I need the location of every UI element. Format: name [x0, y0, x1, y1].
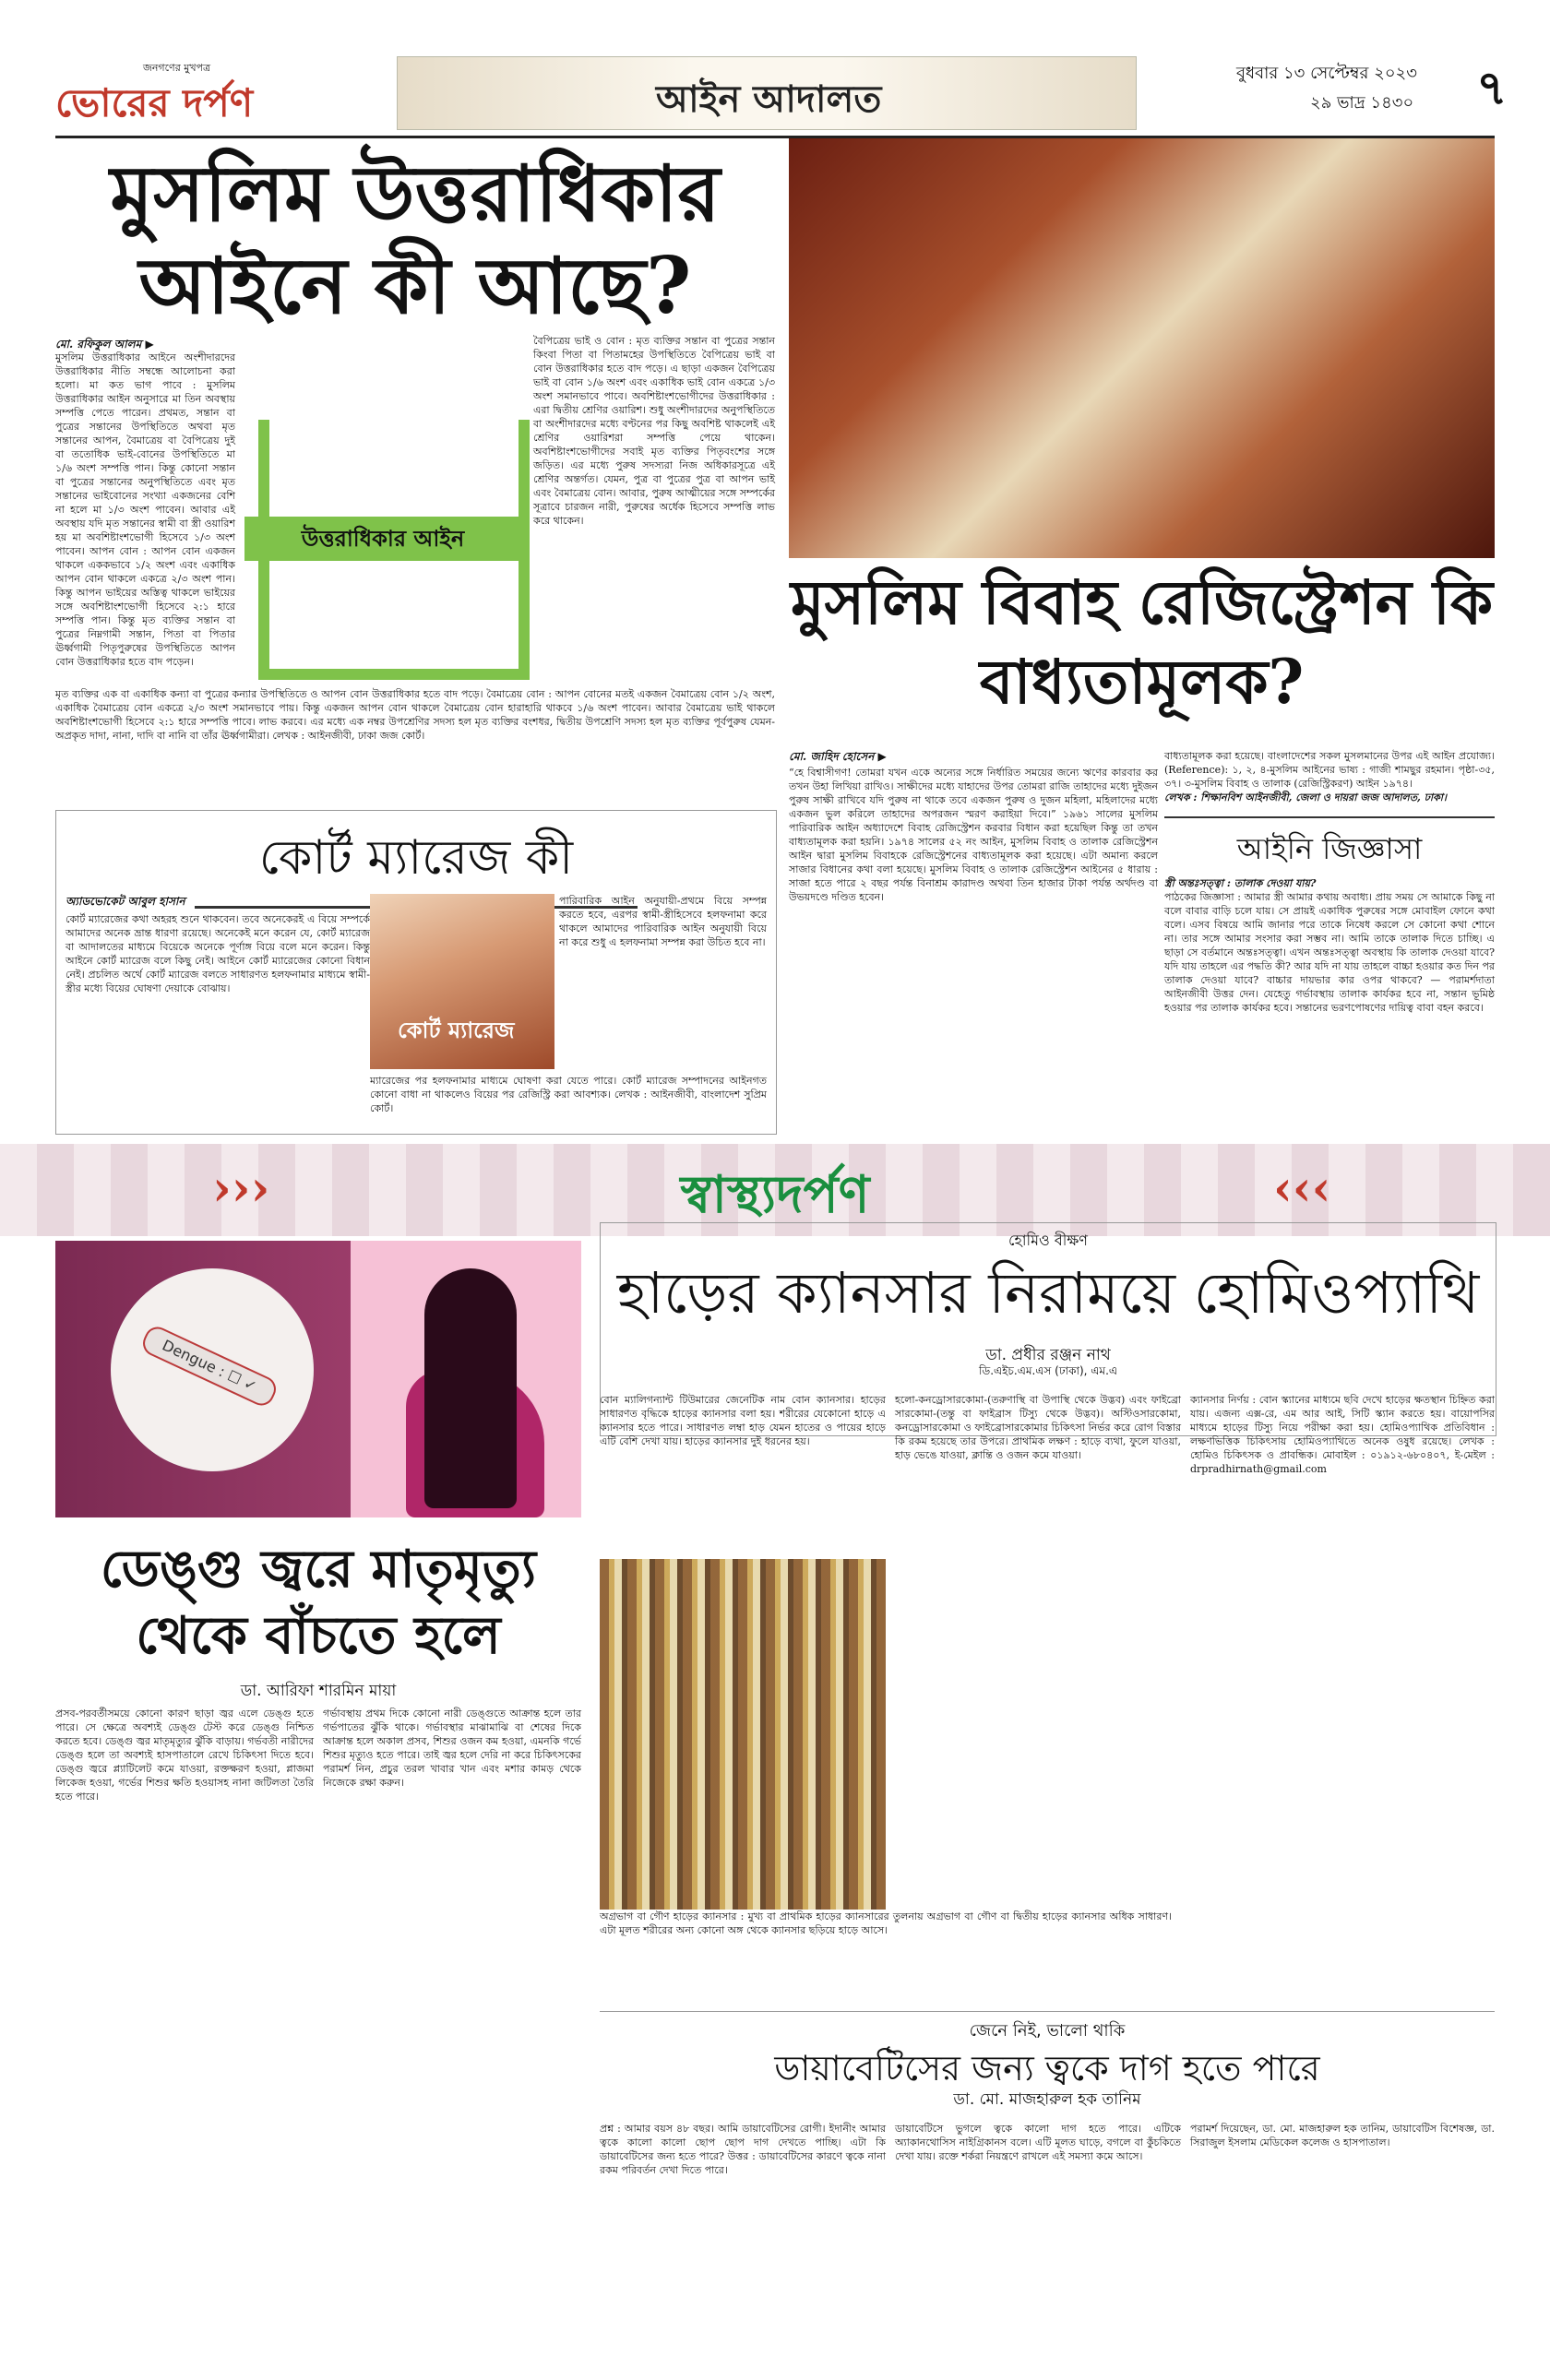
- article2-byline: মো. জাহিদ হোসেন ▶: [789, 750, 887, 763]
- wedding-signature-photo: [789, 138, 1495, 558]
- court-marriage-article: [55, 810, 777, 1135]
- homeopathy-column-2: হলো-কনড্রোসারকোমা-(তরুণাস্থি বা উপাস্থি থেকে উদ্ভব) এবং ফাইব্রো সারকোমা-(তন্তু বা ফাইব্রাস টিস্যু থেকে উদ্ভব)। অস্টিওসারকোমা, কনড্রোসারকোমা ও ফাইব্রোসারকোমার চিকিৎসা নির্ভর করে রোগ বিস্তার কি রকম হয়েছে তার উপরে। প্রাথমিক লক্ষণ : হাড়ে ব্যথা, ফুলে যাওয়া, হাড় ভেঙে যাওয়া, ক্লান্তি ও ওজন কমে যাওয়া।: [895, 1394, 1181, 1461]
- court-marriage-column-2: পারিবারিক আইন অনুযায়ী-প্রথমে বিয়ে সম্পন্ন করতে হবে, এরপর স্বামী-স্ত্রীহিসেবে হলফনামা করে থাকলে আমাদের পারিবারিক আইন অনুযায়ী বিয়ে না করে শুধু এ হলফনামা সম্পন্ন করা উচিত হবে না।: [559, 895, 767, 948]
- legal-qa-text: পাঠকের জিজ্ঞাসা : আমার স্ত্রী আমার কথায় অবাধ্য। প্রায় সময় সে আমাকে কিছু না বলে বাবার বাড়ি চলে যায়। সে প্রায়ই একাধিক পুরুষের সঙ্গে মোবাইল ফোনে কথা বলে। এসব বিষয়ে আমি জানার পরে তাকে নিষেধ করলে সে কোনো কথা শোনে না। তার সঙ্গে আমার সংসার করা সম্ভব না। আমি তাকে তালাক দিতে চাচ্ছি। এ ছাড়া সে বর্তমানে অন্তঃসত্ত্বা। এখন অন্তঃসত্ত্বা অবস্থায় কি তালাক দেওয়া যাবে? যদি যায় তাহলে এর পদ্ধতি কী? আর যদি না যায় তাহলে বাচ্চা হওয়ার কত দিন পর তালাক দেওয়া যাবে? বাচ্চার দায়ভার কার ওপর থাকবে? — পরামর্শদাতা আইনজীবী উত্তর দেন। যেহেতু গর্ভাবস্থায় তালাক কার্যকর হবে না, সন্তান ভূমিষ্ঠ হওয়ার পর তালাক কার্যকর হবে। সন্তানের ভরণপোষণের দায়িত্ব বাবা বহন করবে।: [1164, 891, 1495, 1014]
- dengue-column-2: গর্ভাবস্থায় প্রথম দিকে কোনো নারী ডেঙ্গুতে আক্রান্ত হলে তার গর্ভপাতের ঝুঁকি থাকে। গর্ভাবস্থার মাঝামাঝি বা শেষের দিকে আক্রান্ত হলে অকাল প্রসব, শিশুর ওজন কম হওয়া, এমনকি গর্ভে শিশুর মৃত্যুও হতে পারে। তাই জ্বর হলে দেরি না করে চিকিৎসকের পরামর্শ নিন, প্রচুর তরল খাবার খান এবং মশার কামড় থেকে নিজেকে রক্ষা করুন।: [323, 1708, 581, 1789]
- paper-tagline: জনগণের মুখপত্র: [143, 62, 211, 74]
- homeopathy-author: ডা. প্রধীর রঞ্জন নাথ: [985, 1346, 1111, 1364]
- legal-qa-title: আইনি জিজ্ঞাসা: [1236, 831, 1423, 866]
- diabetes-author: ডা. মো. মাজহারুল হক তানিম: [953, 2090, 1141, 2109]
- legal-qa-header: [1164, 816, 1495, 869]
- homeopathy-bottom-text: অগ্রভাগ বা গৌণ হাড়ের ক্যানসার : মুখ্য বা প্রাথমিক হাড়ের ক্যানসারের তুলনায় অগ্রভাগ বা গৌণ বা দ্বিতীয় হাড়ের ক্যানসার অধিক সাধারণ। এটা মূলত শরীরের অন্য কোনো অঙ্গ থেকে ক্যানসার ছড়িয়ে হাড়ে আসে।: [600, 1910, 1172, 1936]
- article2-column-1: “হে বিশ্বাসীগণ! তোমরা যখন একে অন্যের সঙ্গে নির্ধারিত সময়ের জন্যে ঋণের কারবার কর তখন উহা লিখিয়া রাখিও। সাক্ষীদের মধ্যে যাহাদের উপর তোমরা রাজি তাহাদের মধ্যে দুইজন পুরুষ সাক্ষী রাখিবে যদি পুরুষ না থাকে তবে একজন পুরুষ ও দুজন মহিলা, মহিলাদের মধ্যে একজন ভুল করিলে তাহাদের অপরজন স্মরণ করাইয়া দিবে।” ১৯৬১ সালের মুসলিম পারিবারিক আইন অধ্যাদেশে বিবাহ রেজিস্ট্রেশন করবার বিধান করা হয়েছিল কিন্তু তা তখন বাধ্যতামূলক করা হয়নি। ১৯৭৪ সালের ৫২ নং আইন, মুসলিম বিবাহ ও তালাক রেজিস্ট্রেশন আইন দ্বারা মুসলিম বিবাহকে রেজিস্ট্রেশনের বাধ্যতামূলক করা হয়েছে। এটা অমান্য করলে সাজার বিধানের কথা বলা হয়েছে। মুসলিম বিবাহ ও তালাক রেজিস্ট্রেশন আইনের ৫ ধারায় : সাজা হতে পারে ২ বছর পর্যন্ত বিনাশ্রম কারাদণ্ড অথবা তিন হাজার টাকা পর্যন্ত অর্থদণ্ড বা উভয়দণ্ডে দণ্ডিত হবেন।: [789, 767, 1158, 903]
- court-marriage-column-1: কোর্ট ম্যারেজের কথা অহরহ শুনে থাকবেন। তবে অনেকেরই এ বিয়ে সম্পর্কে আমাদের অনেক ভ্রান্ত ধারণা রয়েছে। অনেকেই মনে করেন যে, কোর্ট ম্যারেজ বা আদালতের মাধ্যমে বিয়েকে অনেকে পূর্ণাঙ্গ বিয়ে বলে মনে করেন। কিন্তু আইনে কোর্ট ম্যারেজ বলে কিছু নেই। আইনে কোর্ট ম্যারেজের কোনো বিধান নেই। প্রচলিত অর্থে কোর্ট ম্যারেজ বলতে সাধারণত হলফনামার মাধ্যমে স্বামী-স্ত্রীর মধ্যে বিয়ের ঘোষণা দেয়াকে বোঝায়।: [66, 913, 370, 994]
- dengue-test-tube: Dengue : ☐ ✓: [138, 1323, 280, 1410]
- homeopathy-column-1: বোন ম্যালিগন্যান্ট টিউমারের জেনেটিক নাম বোন ক্যানসার। হাড়ের সাধারণত বৃদ্ধিকে হাড়ের ক্যানসার বলা হয়। শরীরের যেকোনো হাড়ে এ ক্যানসার হতে পারে। সাধারণত লম্বা হাড় যেমন হাতের ও পায়ের হাড়ে এটি বেশি দেখা যায়। হাড়ের ক্যানসার দুই ধরনের হয়।: [600, 1394, 886, 1447]
- inheritance-law-label: উত্তরাধিকার আইন: [244, 517, 521, 561]
- legal-qa-body: [1164, 876, 1495, 1015]
- page-number: ৭: [1476, 60, 1508, 116]
- diabetes-article-header: [600, 2011, 1495, 2113]
- chevron-right-icon: ›››: [212, 1160, 270, 1217]
- diabetes-title: ডায়াবেটিসের জন্য ত্বকে দাগ হতে পারে: [774, 2048, 1320, 2088]
- medicine-bottles-photo: [600, 1559, 886, 1910]
- date-gregorian: বুধবার ১৩ সেপ্টেম্বর ২০২৩: [1236, 64, 1417, 83]
- dengue-column-1: প্রসব-পরবর্তীসময়ে কোনো কারণ ছাড়া জ্বর এলে ডেঙ্গু হতে পারে। সে ক্ষেত্রে অবশ্যই ডেঙ্গু টেস্ট করে ডেঙ্গু নিশ্চিত করতে হবে। ডেঙ্গু জ্বর মাতৃমৃত্যুর ঝুঁকি বাড়ায়। গর্ভবতী নারীদের ডেঙ্গু হলে তা অবশ্যই হাসপাতালে রেখে চিকিৎসা দিতে হবে। ডেঙ্গু জ্বরে প্ল্যাটিলেট কমে যাওয়া, রক্তক্ষরণ হওয়া, প্লাজমা লিকেজ হওয়া, গর্ভের শিশুর ক্ষতি হওয়াসহ নানা জটিলতা তৈরি হতে পারে।: [55, 1708, 314, 1803]
- court-marriage-photo-label: কোর্ট ম্যারেজ: [398, 1017, 515, 1043]
- legal-qa-question: স্ত্রী অন্তঃসত্ত্বা : তালাক দেওয়া যায়?: [1164, 877, 1317, 889]
- paper-logo: [55, 60, 332, 129]
- chevron-left-icon: ‹‹‹: [1273, 1160, 1331, 1217]
- article1-column-1: মুসলিম উত্তরাধিকার আইনে অংশীদারদের উত্তরাধিকার নীতি সম্বন্ধে আলোচনা করা হলো। মা কত ভাগ পাবে : মুসলিম উত্তরাধিকার আইন অনুসারে মা তিন অবস্থায় সম্পত্তি পেতে পারেন। প্রথমত, সন্তান বা পুত্রের সন্তানের উপস্থিতিতে অথবা মৃত সন্তানের আপন, বৈমাত্রেয় বা বৈপিত্রেয় দুই বা ততোধিক ভাই-বোনের উপস্থিতিতে মা ১/৬ অংশ সম্পত্তি পান। কিন্তু কোনো সন্তান বা পুত্রের সন্তানের অনুপস্থিতিতে এবং মৃত সন্তানের ভাইবোনের সংখ্যা একজনের বেশি না হলে মা ১/৩ অংশ পাবেন। আবার এই অবস্থায় যদি মৃত সন্তানের স্বামী বা স্ত্রী ওয়ারিশ হয় মা অবশিষ্টাংশভোগী হিসেবে ১/৩ অংশ পাবেন। আপন বোন : আপন বোন একজন থাকলে এককভাবে ১/২ অংশ এবং একাধিক আপন বোন থাকলে একত্রে ২/৩ অংশ পান। কিন্তু আপন ভাইয়ের অস্তিত্ব থাকলে ভাইয়ের সঙ্গে অবশিষ্টাংশভোগী হিসেবে ২:১ হারে সম্পত্তি পান। কিন্তু মৃত ব্যক্তির সন্তান বা পুত্রের নিম্নগামী সন্তান, পিতা বা পিতার ঊর্ধ্বগামী পিতৃপুরুষের উপস্থিতিতে আপন বোন উত্তরাধিকার হতে বাদ পড়েন।: [55, 351, 235, 668]
- homeopathy-title: হাড়ের ক্যানসার নিরাময়ে হোমিওপ্যাথি: [616, 1259, 1480, 1327]
- article1-column-2: বৈপিত্রেয় ভাই ও বোন : মৃত ব্যক্তির সন্তান বা পুত্রের সন্তান কিংবা পিতা বা পিতামহের উপস্থিতিতে বৈপিত্রেয় ভাই বা বোন উত্তরাধিকার হতে বাদ পড়ে। এ ছাড়া একজন বৈপিত্রেয় ভাই বা বোন ১/৬ অংশ এবং একাধিক ভাই বোন একত্রে ১/৩ অংশ সমানভাবে পাবে। অবশিষ্টাংশভোগীদের উত্তরাধিকার : এরা দ্বিতীয় শ্রেণির ওয়ারিশ। শুধু অংশীদারদের অনুপস্থিতিতে বা অংশীদারদের মধ্যে বণ্টনের পর কিছু অবশিষ্ট থাকলেই এই শ্রেণির ওয়ারিশরা সম্পত্তি পেয়ে থাকেন। অবশিষ্টাংশভোগীদের সবাই মৃত ব্যক্তির পিতৃবংশের সঙ্গে জড়িত। এর মধ্যে পুরুষ সদস্যরা নিজ অধিকারসূত্রে এই শ্রেণির অন্তর্গত। যেমন, পুত্র বা পুত্রের পুত্র বা আপন ভাই এবং বৈমাত্রেয় বোন। আবার, পুরুষ আত্মীয়ের সঙ্গে সম্পর্কের সূত্রাবে চারজন নারী, পুরুষের অর্ধেক হিসেবে সম্পত্তি লাভ করে থাকেন।: [533, 335, 775, 527]
- article1-byline: মো. রফিকুল আলম ▶: [55, 338, 154, 351]
- article2-column-2: [1164, 749, 1495, 804]
- pregnant-woman-figure: [424, 1268, 517, 1508]
- court-marriage-title: কোর্ট ম্যারেজ কী: [195, 820, 638, 909]
- health-section-title: স্বাস্থ্যদর্পণ: [680, 1164, 870, 1225]
- article2-author-note: লেখক : শিক্ষানবিশ আইনজীবী, জেলা ও দায়রা জজ আদালত, ঢাকা।: [1164, 791, 1447, 803]
- inheritance-law-graphic: [244, 420, 521, 673]
- homeopathy-column-3: ক্যানসার নির্ণয় : বোন স্ক্যানের মাধ্যমে ছবি দেখে হাড়ের ক্ষতস্থান চিহ্নিত করা যায়। এজন্য এক্স-রে, এম আর আই, সিটি স্ক্যান করতে হয়। বায়োপসির মাধ্যমে হাড়ের টিস্যু নিয়ে পরীক্ষা করা হয়। হোমিওপ্যাথিক প্রতিবিধান : লক্ষণভিত্তিক চিকিৎসায় হোমিওপ্যাথিতে অনেক ওষুধ রয়েছে। লেখক : হোমিও চিকিৎসক ও প্রাবন্ধিক। মোবাইল : ০১৯১২-৬৮০৪০৭, ই-মেইল : drpradhirnath@gmail.com: [1190, 1394, 1495, 1475]
- dengue-headline: ডেঙ্গু জ্বরে মাতৃমৃত্যু থেকে বাঁচতে হলে: [100, 1539, 537, 1666]
- article2-headline: মুসলিম বিবাহ রেজিস্ট্রেশন কি বাধ্যতামূলক?: [790, 566, 1494, 718]
- section-banner: [397, 56, 1137, 130]
- article2-references: বাধ্যতামূলক করা হয়েছে। বাংলাদেশের সকল মুসলমানের উপর এই আইন প্রযোজ্য। (Reference): ১, ২, ৪-মুসলিম আইনের ভাষ্য : গাজী শামছুর রহমান। পৃষ্ঠা-৩৫, ৩৭। ৩-মুসলিম বিবাহ ও তালাক (রেজিস্ট্রিকরণ) আইন ১৯৭৪।: [1164, 750, 1495, 790]
- diabetes-kicker: জেনে নিই, ভালো থাকি: [969, 2021, 1126, 2041]
- homeopathy-kicker: হোমিও বীক্ষণ: [1008, 1232, 1088, 1249]
- date-bengali: ২৯ ভাদ্র ১৪৩০: [1310, 93, 1414, 113]
- dengue-illustration: [55, 1241, 581, 1517]
- diabetes-column-1: প্রশ্ন : আমার বয়স ৪৮ বছর। আমি ডায়াবেটিসের রোগী। ইদানীং আমার ত্বকে কালো কালো ছোপ ছোপ দাগ দেখতে পাচ্ছি। এটা কি ডায়াবেটিসের জন্য হতে পারে? উত্তর : ডায়াবেটিসের কারণে ত্বকে নানা রকম পরিবর্তন দেখা দিতে পারে।: [600, 2123, 886, 2176]
- court-marriage-byline: অ্যাডভোকেট আবুল হাসান: [66, 895, 185, 908]
- article1-headline: মুসলিম উত্তরাধিকার আইনে কী আছে?: [110, 148, 721, 331]
- court-marriage-photo: [370, 894, 554, 1069]
- page-header: [55, 51, 1508, 138]
- homeopathy-credentials: ডি.এইচ.এম.এস (ঢাকা), এম.এ: [978, 1364, 1118, 1377]
- dengue-byline: ডা. আরিফা শারমিন মায়া: [240, 1682, 397, 1700]
- diabetes-column-2: ডায়াবেটিসে ভুগলে ত্বকে কালো দাগ হতে পারে। এটিকে অ্যাকানথোসিস নাইগ্রিকানস বলে। এটি মূলত ঘাড়ে, বগলে বা কুঁচকিতে দেখা যায়। রক্তে শর্করা নিয়ন্ত্রণে রাখলে এই সমস্যা কমে আসে।: [895, 2123, 1181, 2162]
- paper-name: ভোরের দর্পণ: [55, 80, 254, 125]
- article1-bottom-text: মৃত ব্যক্তির এক বা একাধিক কন্যা বা পুত্রের কন্যার উপস্থিতিতে ও আপন বোন উত্তরাধিকার হতে বাদ পড়ে। বৈমাত্রেয় বোন : আপন বোনের মতই একজন বৈমাত্রেয় বোন ১/২ অংশ, একাধিক বৈমাত্রেয় বোন একত্রে ২/৩ অংশ সমানভাবে পায়। কিন্তু একজন আপন বোন থাকলে বৈমাত্রেয় বোন হারাহারি থাকবে ১/৬ অংশ পাবেন। আবার বৈমাত্রেয় ভাই থাকলে অবশিষ্টাংশভোগী হিসেবে ২:১ হারে সম্পত্তি পাবে। লাভ করবে। এর মধ্যে এক নম্বর উপশ্রেণির সদস্য হল মৃত ব্যক্তির বংশধর, দ্বিতীয় উপশ্রেণি সদস্য হল মৃত ব্যক্তির পূর্বপুরুষ যেমন-অপ্রকৃত দাদা, নানা, দাদি বা নানি বা তাঁর ঊর্ধ্বগামীরা। লেখক : আইনজীবী, ঢাকা জজ কোর্ট।: [55, 688, 775, 742]
- section-title: আইন আদালত: [656, 77, 882, 121]
- diabetes-column-3: পরামর্শ দিয়েছেন, ডা. মো. মাজহারুল হক তানিম, ডায়াবেটিস বিশেষজ্ঞ, ডা. সিরাজুল ইসলাম মেডিকেল কলেজ ও হাসপাতাল।: [1190, 2123, 1495, 2148]
- court-marriage-column-3: ম্যারেজের পর হলফনামার মাধ্যমে ঘোষণা করা যেতে পারে। কোর্ট ম্যারেজ সম্পাদনের আইনগত কোনো বাধা না থাকলেও বিয়ের পর রেজিস্ট্রি করা আবশ্যক। লেখক : আইনজীবী, বাংলাদেশ সুপ্রিম কোর্ট।: [370, 1075, 767, 1114]
